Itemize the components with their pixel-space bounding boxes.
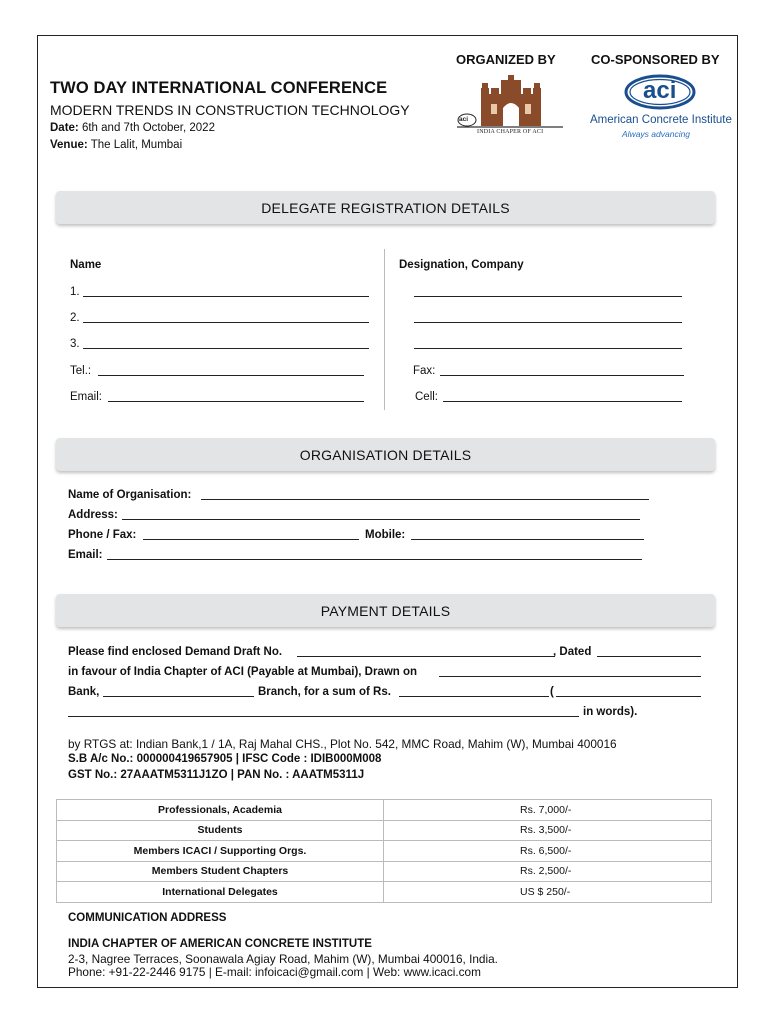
org-address-field[interactable] [122, 519, 640, 520]
name-field-1[interactable] [83, 296, 369, 297]
column-divider [384, 249, 385, 410]
org-email-label: Email: [68, 549, 103, 561]
rtgs-details: by RTGS at: Indian Bank,1 / 1A, Raj Mahal CHS., Plot No. 542, MMC Road, Mahim (W), Mumbai 400016 [68, 737, 617, 751]
delegate-email-label: Email: [70, 391, 102, 403]
venue-line [50, 139, 182, 151]
communication-contact: Phone: +91-22-2446 9175 | E-mail: infoicaci@gmail.com | Web: www.icaci.com [68, 965, 481, 979]
table-row [57, 882, 712, 903]
drawn-on-field[interactable] [439, 676, 701, 677]
account-details: S.B A/c No.: 000000419657905 | IFSC Code : IDIB000M008 [68, 753, 382, 765]
fee-amount: Rs. 2,500/- [384, 861, 712, 882]
amount-words-field-1[interactable] [556, 696, 701, 697]
fee-amount: Rs. 6,500/- [384, 841, 712, 862]
venue-label: Venue: [50, 139, 88, 151]
communication-address: 2-3, Nagree Terraces, Soonawala Agiay Road, Mahim (W), Mumbai 400016, India. [68, 952, 498, 966]
organizer-caption: INDIA CHAPER OF ACI [477, 129, 544, 135]
organisation-section-header: ORGANISATION DETAILS [56, 438, 715, 471]
org-phone-label: Phone / Fax: [68, 529, 137, 541]
cell-field[interactable] [443, 401, 682, 402]
india-chapter-aci-logo [455, 72, 565, 138]
org-email-field[interactable] [107, 559, 642, 560]
sponsor-name: American Concrete Institute [590, 114, 732, 126]
gst-details: GST No.: 27AAATM5311J1ZO | PAN No. : AAATM5311J [68, 769, 365, 781]
fee-category: Students [57, 820, 384, 841]
date-value: 6th and 7th October, 2022 [81, 122, 215, 134]
co-sponsored-by-label: CO-SPONSORED BY [591, 52, 720, 67]
org-name-label: Name of Organisation: [68, 489, 192, 501]
cell-label: Cell: [415, 391, 439, 403]
fee-amount: Rs. 7,000/- [384, 800, 712, 821]
in-words-label: in words). [583, 706, 638, 718]
dd-number-field[interactable] [297, 656, 555, 657]
delegate-section-header: DELEGATE REGISTRATION DETAILS [56, 191, 715, 224]
fax-label: Fax: [413, 365, 436, 377]
conference-title: TWO DAY INTERNATIONAL CONFERENCE [50, 79, 388, 97]
fee-table [56, 799, 712, 903]
dd-label: Please find enclosed Demand Draft No. [68, 646, 283, 658]
row-number-3: 3. [70, 338, 80, 350]
row-number-2: 2. [70, 312, 80, 324]
payment-section-header: PAYMENT DETAILS [56, 594, 715, 627]
sponsor-mark: aci [643, 77, 677, 104]
designation-field-1[interactable] [414, 296, 682, 297]
communication-heading: COMMUNICATION ADDRESS [68, 912, 227, 924]
org-mobile-field[interactable] [411, 539, 644, 540]
name-field-2[interactable] [83, 322, 369, 323]
date-label: Date: [50, 122, 79, 134]
org-mobile-label: Mobile: [365, 529, 406, 541]
designation-field-3[interactable] [414, 348, 682, 349]
table-row [57, 861, 712, 882]
designation-field-2[interactable] [414, 322, 682, 323]
communication-org: INDIA CHAPTER OF AMERICAN CONCRETE INSTITUTE [68, 938, 372, 950]
fee-amount: Rs. 3,500/- [384, 820, 712, 841]
amount-field[interactable] [399, 696, 549, 697]
sponsor-tagline: Always advancing [622, 129, 691, 139]
designation-column-header: Designation, Company [399, 259, 524, 271]
conference-subtitle: MODERN TRENDS IN CONSTRUCTION TECHNOLOGY [50, 102, 410, 118]
fee-category: Members Student Chapters [57, 861, 384, 882]
paren-open: ( [550, 686, 554, 698]
delegate-email-field[interactable] [108, 401, 364, 402]
dd-date-field[interactable] [597, 656, 701, 657]
bank-field[interactable] [103, 696, 254, 697]
organized-by-label: ORGANIZED BY [456, 52, 556, 67]
table-row [57, 841, 712, 862]
dated-label: , Dated [553, 646, 592, 658]
amount-words-field-2[interactable] [68, 716, 579, 717]
fee-category: Members ICACI / Supporting Orgs. [57, 841, 384, 862]
bank-label: Bank, [68, 686, 100, 698]
fax-field[interactable] [440, 375, 684, 376]
drawn-on-label: in favour of India Chapter of ACI (Payable at Mumbai), Drawn on [68, 666, 418, 678]
row-number-1: 1. [70, 286, 80, 298]
table-row [57, 800, 712, 821]
venue-value: The Lalit, Mumbai [90, 139, 183, 151]
name-field-3[interactable] [83, 348, 369, 349]
name-column-header: Name [70, 259, 102, 271]
branch-sum-label: Branch, for a sum of Rs. [258, 686, 391, 698]
organizer-badge-text: aci [459, 116, 469, 123]
date-line [50, 122, 215, 134]
fee-amount: US $ 250/- [384, 882, 712, 903]
org-phone-field[interactable] [143, 539, 359, 540]
org-address-label: Address: [68, 509, 118, 521]
aci-sponsor-logo [588, 72, 730, 142]
fee-category: Professionals, Academia [57, 800, 384, 821]
fee-category: International Delegates [57, 882, 384, 903]
table-row [57, 820, 712, 841]
tel-label: Tel.: [70, 365, 92, 377]
tel-field[interactable] [98, 375, 364, 376]
org-name-field[interactable] [201, 499, 649, 500]
